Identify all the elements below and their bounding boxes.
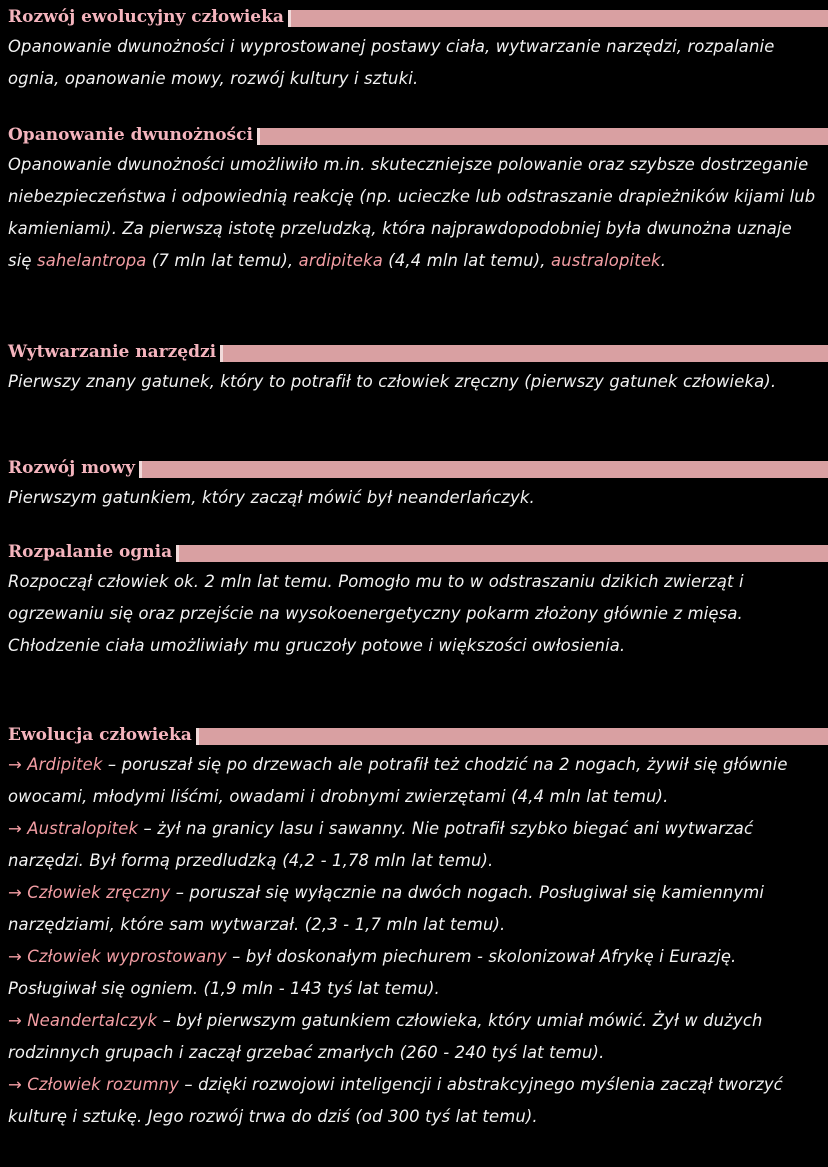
body-text: Opanowanie dwunożności umożliwiło m.in. skuteczniejsze polowanie oraz szybsze dostrzeganie niebezpieczeństwa i odpowiednią reakcję (np. ucieczke lub odstraszanie drapieżników kijami lub kamieniami). Za pierwszą istotę przeludzką, która najprawdopodobniej była dwunożna uznaje się xyxy=(8,155,816,270)
section-body: Opanowanie dwunożności i wyprostowanej postawy ciała, wytwarzanie narzędzi, rozpalanie ognia, opanowanie mowy, rozwój kultury i sztuki. xyxy=(8,37,775,88)
species-description: – poruszał się wyłącznie na dwóch nogach. Posługiwał się kamiennymi narzędziami, które sam wytwarzał. (2,3 - 1,7 mln lat temu). xyxy=(8,883,765,934)
section-body: Rozpoczął człowiek ok. 2 mln lat temu. Pomogło mu to w odstraszaniu dzikich zwierząt i ogrzewaniu się oraz przejście na wysokoenergetyczny pokarm złożony głównie z mięsa. Chłodzenie ciała umożliwiały mu gruczoły potowe i większości owłosienia. xyxy=(8,572,744,655)
arrow-right-icon: → xyxy=(8,819,22,838)
section-human-evolution xyxy=(0,724,828,1133)
species-description: – był pierwszym gatunkiem człowieka, który umiał mówić. Żył w dużych rodzinnych grupach i zaczął grzebać zmarłych (260 - 240 tyś lat temu). xyxy=(8,1011,763,1062)
species-name: Człowiek rozumny xyxy=(27,1075,180,1094)
header-bar xyxy=(220,345,828,362)
section-body: Pierwszy znany gatunek, który to potrafił to człowiek zręczny (pierwszy gatunek człowieka). xyxy=(8,372,777,391)
species-name: Australopitek xyxy=(27,819,139,838)
list-item xyxy=(8,813,820,877)
section-title: Rozwój mowy xyxy=(8,458,136,478)
list-item xyxy=(8,941,820,1005)
section-title: Rozwój ewolucyjny człowieka xyxy=(8,7,284,27)
section-header xyxy=(0,541,828,563)
species-description: – poruszał się po drzewach ale potrafił też chodzić na 2 nogach, żywił się głównie owocami, młodymi liśćmi, owadami i drobnymi zwierzętami (4,4 mln lat temu). xyxy=(8,755,788,806)
section-fire xyxy=(0,541,828,662)
section-header xyxy=(0,341,828,363)
header-bar xyxy=(288,10,828,27)
body-text: (7 mln lat temu), xyxy=(151,251,294,270)
header-bar xyxy=(257,128,828,145)
section-title: Rozpalanie ognia xyxy=(8,542,173,562)
term-sahelanthropus: sahelantropa xyxy=(37,251,147,270)
species-description: – był doskonałym piechurem - skolonizował Afrykę i Eurazję. Posługiwał się ogniem. (1,9 mln - 143 tyś lat temu). xyxy=(8,947,737,998)
section-title: Wytwarzanie narzędzi xyxy=(8,342,217,362)
section-body xyxy=(0,149,828,277)
section-header xyxy=(0,6,828,28)
arrow-right-icon: → xyxy=(8,1075,22,1094)
section-tool-making xyxy=(0,341,828,398)
section-title: Ewolucja człowieka xyxy=(8,725,192,745)
list-item xyxy=(8,1069,820,1133)
header-bar xyxy=(196,728,828,745)
term-australopithecus: australopitek xyxy=(551,251,661,270)
species-name: Neandertalczyk xyxy=(27,1011,158,1030)
term-ardipithecus: ardipiteka xyxy=(298,251,383,270)
header-bar xyxy=(176,545,828,562)
section-title: Opanowanie dwunożności xyxy=(8,125,253,145)
section-header xyxy=(0,457,828,479)
arrow-right-icon: → xyxy=(8,1011,22,1030)
section-evolutionary-development xyxy=(0,6,828,95)
section-header xyxy=(0,124,828,146)
body-text: (4,4 mln lat temu), xyxy=(388,251,546,270)
evolution-list xyxy=(0,749,828,1133)
section-header xyxy=(0,724,828,746)
list-item xyxy=(8,877,820,941)
list-item xyxy=(8,749,820,813)
section-bipedalism xyxy=(0,124,828,277)
section-speech xyxy=(0,457,828,514)
arrow-right-icon: → xyxy=(8,947,22,966)
species-name: Człowiek zręczny xyxy=(27,883,171,902)
header-bar xyxy=(139,461,828,478)
body-text: . xyxy=(660,251,667,270)
section-body: Pierwszym gatunkiem, który zaczął mówić był neanderlańczyk. xyxy=(8,488,535,507)
list-item xyxy=(8,1005,820,1069)
species-description: – żył na granicy lasu i sawanny. Nie potrafił szybko biegać ani wytwarzać narzędzi. Był formą przedludzką (4,2 - 1,78 mln lat temu). xyxy=(8,819,754,870)
species-name: Człowiek wyprostowany xyxy=(27,947,227,966)
arrow-right-icon: → xyxy=(8,883,22,902)
species-description: – dzięki rozwojowi inteligencji i abstrakcyjnego myślenia zaczął tworzyć kulturę i sztukę. Jego rozwój trwa do dziś (od 300 tyś lat temu). xyxy=(8,1075,783,1126)
arrow-right-icon: → xyxy=(8,755,22,774)
species-name: Ardipitek xyxy=(27,755,103,774)
